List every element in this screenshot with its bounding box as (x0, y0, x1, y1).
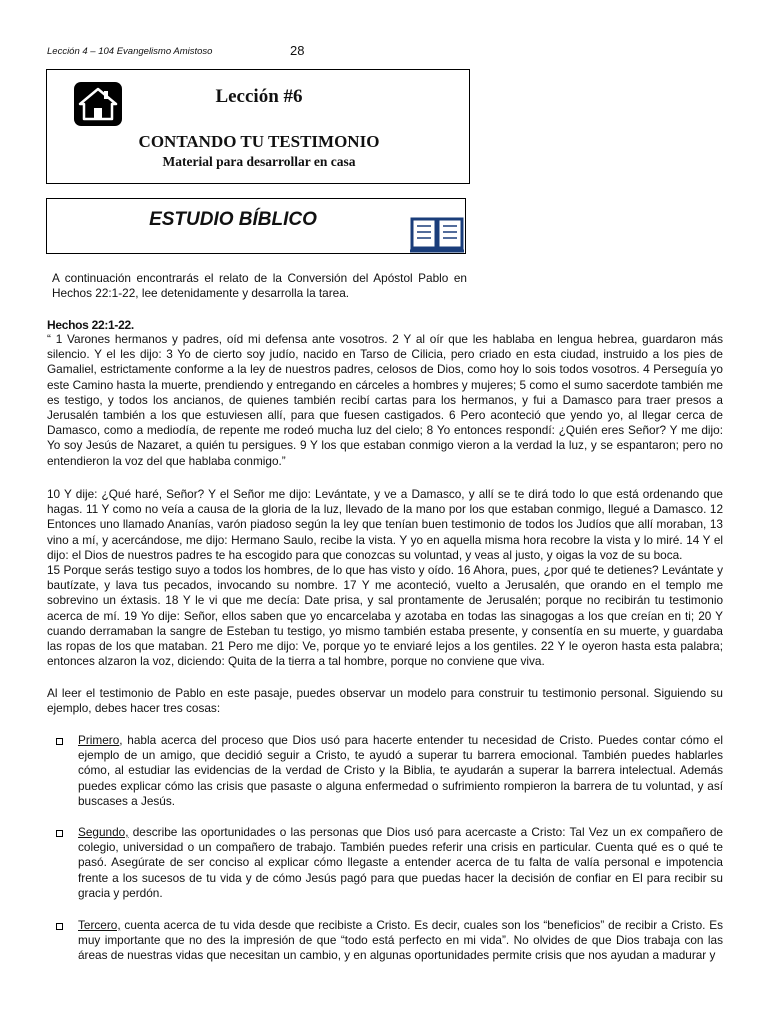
running-header: Lección 4 – 104 Evangelismo Amistoso (47, 46, 213, 57)
reflection-paragraph: Al leer el testimonio de Pablo en este pasaje, puedes observar un modelo para construir tu testimonio personal. Siguiendo su ejemplo, debes hacer tres cosas: (47, 686, 723, 716)
bullet-box-icon (56, 830, 63, 837)
step-text: describe las oportunidades o las personas que Dios usó para acercaste a Cristo: Tal Vez un ex compañero de colegio, universidad o un compañero de trabajo. También puedes referir una crisis en particular. Cuenta qué es o qué te pasó. Asegúrate de ser conciso al explicar cómo llegaste a entender acerca de tu falta de valía personal e impotencia frente a los sucesos de tu vida y de cómo Jesús pagó para que puedas hacer la decisión de confiar en El para recibir su gracia y perdón. (78, 825, 723, 900)
passage-paragraph-3: 15 Porque serás testigo suyo a todos los hombres, de lo que has visto y oído. 16 Ahora, pues, ¿por qué te detienes? Levántate y bautízate, y lava tus pecados, invocando su nombre. 17 Y me aconteció, vuelto a Jerusalén, que orando en el templo me sobrevino un éxtasis. 18 Y le vi que me decía: Date prisa, y sal prontamente de Jerusalén; porque no recibirán tu testimonio acerca de mí. 19 Yo dije: Señor, ellos saben que yo encarcelaba y azotaba en todas las sinagogas a los que creían en ti; 20 Y cuando derramaban la sangre de Esteban tu testigo, yo mismo también estaba presente, y consentía en su muerte, y guardaba las ropas de los que mataban. 21 Pero me dijo: Ve, porque yo te enviaré lejos a los gentiles. 22 Y le oyeron hasta esta palabra; entonces alzaron la voz, diciendo: Quita de la tierra a tal hombre, porque no conviene que viva. (47, 563, 723, 669)
passage-paragraph-2: 10 Y dije: ¿Qué haré, Señor? Y el Señor me dijo: Levántate, y ve a Damasco, y allí se te dirá todo lo que está ordenando que hagas. 11 Y como no veía a causa de la gloria de la luz, llevado de la mano por los que estaban conmigo, llegué a Damasco. 12 Entonces uno llamado Ananías, varón piadoso según la ley que tenían buen testimonio de todos los Judíos que allí moraban, 13 vino a mí, y acercándose, me dijo: Hermano Saulo, recibe la vista. Y yo en aquella misma hora recobre la vista y lo miré. 14 Y el dijo: el Dios de nuestros padres te ha escogido para que conozcas su voluntad, y veas al justo, y oigas la voz de su boca. (47, 487, 723, 562)
step-item-third (78, 918, 723, 964)
lesson-title-box (46, 69, 470, 184)
lesson-title: CONTANDO TU TESTIMONIO (138, 132, 380, 151)
step-label: Primero (78, 733, 120, 747)
study-box (46, 198, 466, 254)
step-item-first (78, 733, 723, 809)
bullet-box-icon (56, 738, 63, 745)
step-text: , habla acerca del proceso que Dios usó para hacerte entender tu necesidad de Cristo. Puedes contar cómo el ejemplo de un amigo, que decidió seguir a Cristo, te ayudó a superar tu barrera emocional. También puedes hablarles cómo, al estudiar las evidencias de la verdad de Cristo y la Biblia, te ayudarán a superar la barrera intelectual. Además puedes explicar cómo las crisis que pasaste o alguna enfermedad o sufrimiento rompieron la barrera de tu voluntad, y así buscases a Jesús. (78, 733, 723, 808)
intro-paragraph: A continuación encontrarás el relato de la Conversión del Apóstol Pablo en Hechos 22:1-22, lee detenidamente y desarrolla la tarea. (52, 271, 467, 301)
page-number: 28 (290, 43, 305, 58)
lesson-subtitle: Material para desarrollar en casa (162, 154, 356, 169)
lesson-number: Lección #6 (215, 86, 303, 107)
step-text: cuenta acerca de tu vida desde que recibiste a Cristo. Es decir, cuales son los “beneficios” de recibir a Cristo. Es muy importante que no des la impresión de que “todo está perfecto en mi vida”. No olvides de que Dios trabaja con las áreas de nuestras vidas que necesitan un cambio, y en algunas oportunidades permite crisis que nos ayudan a madurar y (78, 918, 723, 963)
passage-paragraph-1: “ 1 Varones hermanos y padres, oíd mi defensa ante vosotros. 2 Y al oír que les hablaba en lengua hebrea, guardaron más silencio. Y el les dijo: 3 Yo de cierto soy judío, nacido en Tarso de Cilicia, pero criado en esta ciudad, instruido a los pies de Gamaliel, estrictamente conforme a la ley de nuestros padres, celosos de Dios, como hoy lo sois todos vosotros. 4 Perseguía yo este Camino hasta la muerte, prendiendo y entregando en cárceles a hombres y mujeres; 5 como el sumo sacerdote también me es testigo, y todos los ancianos, de quienes también recibí cartas para los hermanos, y fui a Damasco para traer presos a Jerusalén también a los que estuviesen allí, para que fuesen castigados. 6 Pero aconteció que yendo yo, al llegar cerca de Damasco, como a mediodía, de repente me rodeó mucha luz del cielo; 8 Yo entonces respondí: ¿Quién eres Señor? Y me dijo: Yo soy Jesús de Nazaret, a quién tu persigues. 9 Y los que estaban conmigo vieron a la verdad la luz, y se espantaron; pero no entendieron la voz del que hablaba conmigo.” (47, 332, 723, 468)
step-label: Tercero, (78, 918, 121, 932)
study-title: ESTUDIO BÍBLICO (149, 209, 317, 230)
passage-reference: Hechos 22:1-22. (47, 318, 134, 332)
bullet-box-icon (56, 923, 63, 930)
open-book-icon (409, 215, 465, 253)
step-item-second (78, 825, 723, 901)
step-label: Segundo, (78, 825, 129, 839)
